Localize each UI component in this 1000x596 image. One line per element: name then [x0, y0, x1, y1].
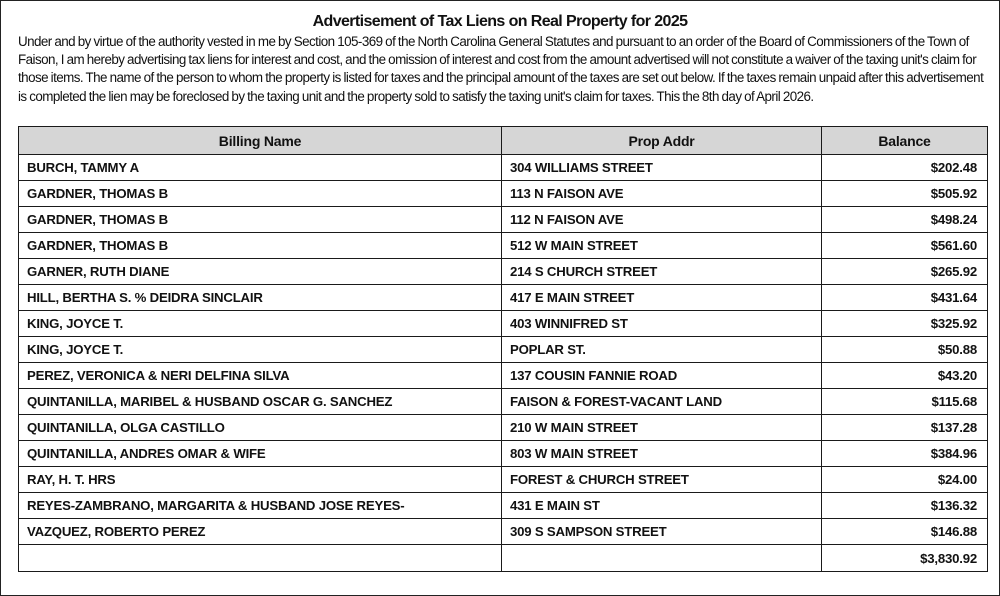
table-row [19, 467, 988, 493]
prop-addr-cell: 431 E MAIN ST [502, 493, 822, 519]
total-row [19, 545, 988, 572]
prop-addr-cell: 803 W MAIN STREET [502, 441, 822, 467]
billing-name-cell: QUINTANILLA, OLGA CASTILLO [19, 415, 502, 441]
balance-cell: $498.24 [822, 207, 988, 233]
billing-name-cell: KING, JOYCE T. [19, 337, 502, 363]
billing-name-cell: GARDNER, THOMAS B [19, 233, 502, 259]
header-prop-addr: Prop Addr [502, 127, 822, 155]
prop-addr-cell: 403 WINNIFRED ST [502, 311, 822, 337]
balance-cell: $137.28 [822, 415, 988, 441]
table-header-row [19, 127, 988, 155]
prop-addr-cell: 512 W MAIN STREET [502, 233, 822, 259]
billing-name-cell: QUINTANILLA, MARIBEL & HUSBAND OSCAR G. SANCHEZ [19, 389, 502, 415]
table-row [19, 519, 988, 545]
total-empty-cell [19, 545, 502, 572]
prop-addr-cell: POPLAR ST. [502, 337, 822, 363]
balance-cell: $146.88 [822, 519, 988, 545]
header-billing-name: Billing Name [19, 127, 502, 155]
total-empty-cell [502, 545, 822, 572]
balance-cell: $50.88 [822, 337, 988, 363]
prop-addr-cell: 214 S CHURCH STREET [502, 259, 822, 285]
table-row [19, 259, 988, 285]
billing-name-cell: PEREZ, VERONICA & NERI DELFINA SILVA [19, 363, 502, 389]
billing-name-cell: HILL, BERTHA S. % DEIDRA SINCLAIR [19, 285, 502, 311]
balance-cell: $384.96 [822, 441, 988, 467]
balance-cell: $505.92 [822, 181, 988, 207]
billing-name-cell: BURCH, TAMMY A [19, 155, 502, 181]
prop-addr-cell: FAISON & FOREST-VACANT LAND [502, 389, 822, 415]
balance-cell: $43.20 [822, 363, 988, 389]
prop-addr-cell: 113 N FAISON AVE [502, 181, 822, 207]
prop-addr-cell: FOREST & CHURCH STREET [502, 467, 822, 493]
intro-paragraph: Under and by virtue of the authority vested in me by Section 105-369 of the North Carolina General Statutes and pursuant to an order of the Board of Commissioners of the Town of Faison, I am hereby advertising tax liens for interest and cost, and the omission of interest and cost from the amount advertised will not constitute a waiver of the taxing unit's claim for those items. The name of the person to whom the property is listed for taxes and the principal amount of the taxes are set out below. If the taxes remain unpaid after this advertisement is completed the lien may be foreclosed by the taxing unit and the property sold to satisfy the taxing unit's claim for taxes. This the 8th day of April 2026. [18, 34, 984, 104]
total-balance: $3,830.92 [822, 545, 988, 572]
table-row [19, 155, 988, 181]
billing-name-cell: KING, JOYCE T. [19, 311, 502, 337]
page-title: Advertisement of Tax Liens on Real Property for 2025 [312, 13, 688, 30]
billing-name-cell: GARDNER, THOMAS B [19, 181, 502, 207]
balance-cell: $24.00 [822, 467, 988, 493]
table-row [19, 207, 988, 233]
balance-cell: $325.92 [822, 311, 988, 337]
balance-cell: $136.32 [822, 493, 988, 519]
table-row [19, 337, 988, 363]
table-row [19, 233, 988, 259]
balance-cell: $115.68 [822, 389, 988, 415]
billing-name-cell: RAY, H. T. HRS [19, 467, 502, 493]
table-row [19, 441, 988, 467]
table-row [19, 181, 988, 207]
header-balance: Balance [822, 127, 988, 155]
prop-addr-cell: 309 S SAMPSON STREET [502, 519, 822, 545]
billing-name-cell: REYES-ZAMBRANO, MARGARITA & HUSBAND JOSE REYES- [19, 493, 502, 519]
table-row [19, 311, 988, 337]
balance-cell: $265.92 [822, 259, 988, 285]
billing-name-cell: GARDNER, THOMAS B [19, 207, 502, 233]
table-row [19, 493, 988, 519]
balance-cell: $202.48 [822, 155, 988, 181]
table-row [19, 363, 988, 389]
balance-cell: $431.64 [822, 285, 988, 311]
billing-name-cell: QUINTANILLA, ANDRES OMAR & WIFE [19, 441, 502, 467]
billing-name-cell: GARNER, RUTH DIANE [19, 259, 502, 285]
prop-addr-cell: 210 W MAIN STREET [502, 415, 822, 441]
billing-name-cell: VAZQUEZ, ROBERTO PEREZ [19, 519, 502, 545]
tax-lien-table [18, 126, 988, 572]
table-row [19, 389, 988, 415]
table-row [19, 415, 988, 441]
prop-addr-cell: 304 WILLIAMS STREET [502, 155, 822, 181]
prop-addr-cell: 417 E MAIN STREET [502, 285, 822, 311]
balance-cell: $561.60 [822, 233, 988, 259]
tax-lien-table-container [18, 126, 987, 572]
prop-addr-cell: 137 COUSIN FANNIE ROAD [502, 363, 822, 389]
prop-addr-cell: 112 N FAISON AVE [502, 207, 822, 233]
table-row [19, 285, 988, 311]
